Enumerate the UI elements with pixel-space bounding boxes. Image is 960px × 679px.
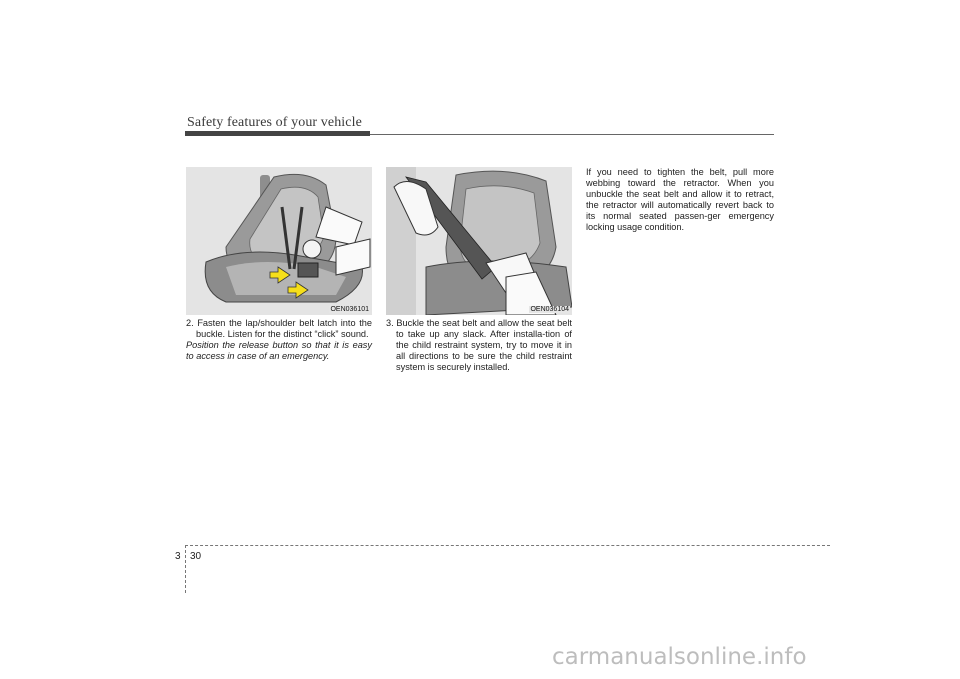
child-seat-buckle-illustration [186, 167, 372, 315]
figure-buckle-latch [186, 167, 372, 315]
release-button-note: Position the release button so that it is easy to access in case of an emergency. [186, 340, 372, 361]
step-3-text: 3. Buckle the seat belt and allow the seat belt to take up any slack. After installa-tion of the child restraint system, try to move it in all directions to be sure the child restraint system is securely installed. [386, 318, 572, 372]
header-bar [185, 131, 370, 136]
footer-rule [185, 545, 830, 546]
section-header-title: Safety features of your vehicle [187, 115, 362, 130]
page-number: 30 [190, 551, 202, 562]
header-rule [370, 134, 774, 135]
figure-code: OEN036101 [330, 306, 369, 313]
figure-code: OEN036104 [530, 306, 569, 313]
tighten-belt-paragraph: If you need to tighten the belt, pull more webbing toward the retractor. When you unbuckle the seat belt and allow it to retract, the retractor will automatically revert back to its normal seated passen-ger emergency locking usage condition. [586, 167, 774, 232]
step-2-text: 2. Fasten the lap/shoulder belt latch into the buckle. Listen for the distinct “click” sound. [186, 318, 372, 339]
figure-seat-belt-slack [386, 167, 572, 315]
seat-belt-tightening-illustration [386, 167, 572, 315]
column-3-text [586, 167, 774, 233]
chapter-number: 3 [175, 551, 181, 562]
watermark-text: carmanualsonline.info [552, 644, 807, 670]
column-2-text [386, 318, 572, 373]
column-1-text [186, 318, 372, 362]
footer-vertical-rule [185, 545, 186, 593]
